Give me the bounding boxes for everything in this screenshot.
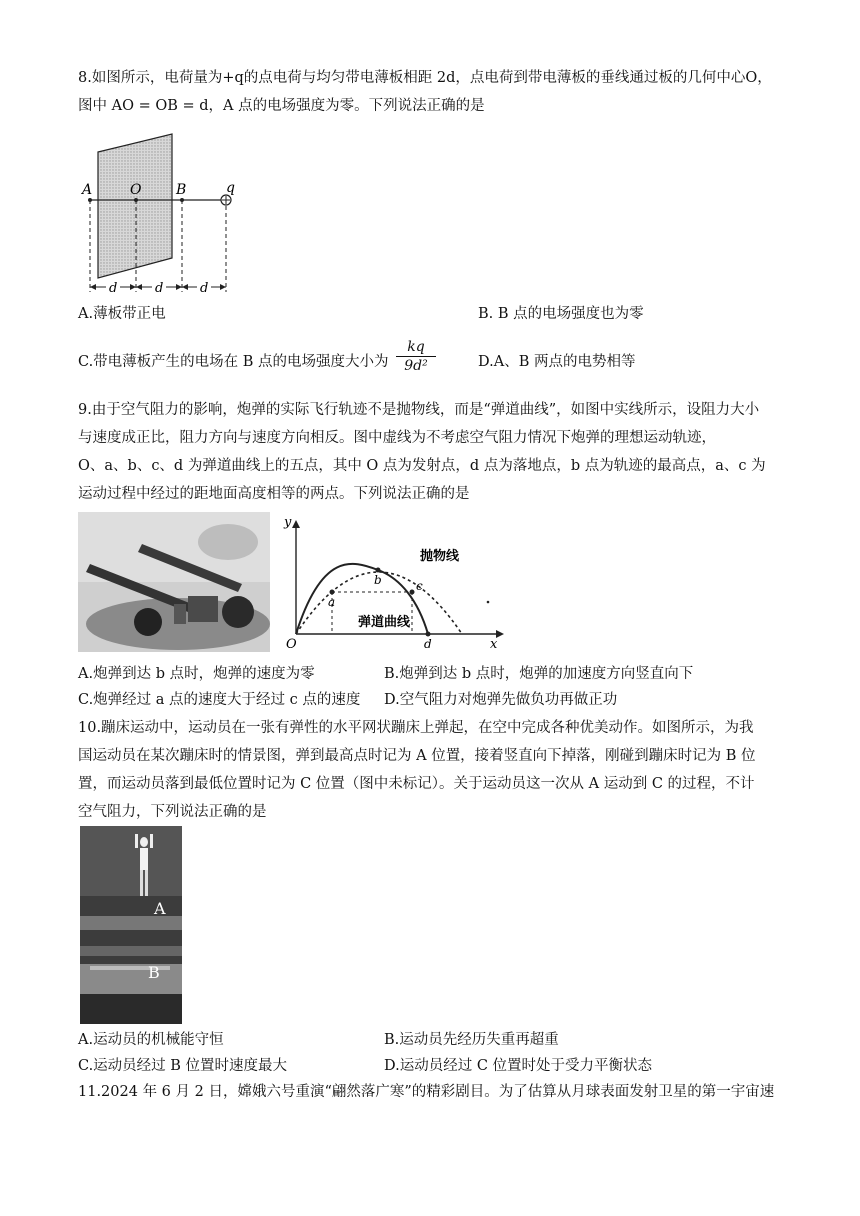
point-a-label: a — [328, 595, 336, 609]
q8-option-c-fraction — [396, 338, 436, 375]
label-d-2: d — [155, 281, 164, 296]
q10-line-1: 10.蹦床运动中，运动员在一张有弹性的水平网状蹦床上弹起，在空中完成各种优美动作。如图所示，为我 — [78, 720, 754, 736]
parabola-label: 抛物线 — [420, 549, 460, 564]
photo-label-A: A — [154, 899, 166, 918]
q10-line-3: 置，而运动员落到最低位置时记为 C 位置（图中未标记）。关于运动员这一次从 A 运动到 C 的过程，不计 — [78, 776, 755, 792]
q10-line-2: 国运动员在某次蹦床时的情景图，弹到最高点时记为 A 位置，接着竖直向下掉落，刚碰到蹦床时记为 B 位 — [78, 748, 756, 764]
fraction-denominator: 9d² — [404, 358, 428, 374]
q9-option-d: D.空气阻力对炮弹先做负功再做正功 — [384, 692, 618, 708]
photo-label-B: B — [148, 963, 160, 982]
q10-option-a: A.运动员的机械能守恒 — [78, 1032, 224, 1048]
label-O: O — [130, 182, 142, 198]
q10-option-d: D.运动员经过 C 位置时处于受力平衡状态 — [384, 1058, 653, 1074]
q9-option-a: A.炮弹到达 b 点时，炮弹的速度为零 — [78, 666, 315, 682]
label-d-3: d — [200, 281, 209, 296]
axis-x-label: x — [490, 637, 498, 652]
origin-label: O — [286, 637, 297, 652]
q9-option-b: B.炮弹到达 b 点时，炮弹的加速度方向竖直向下 — [384, 666, 694, 682]
q8-option-c: C.带电薄板产生的电场在 B 点的电场强度大小为 — [78, 354, 389, 370]
trajectory-graph — [282, 512, 512, 654]
point-d-label: d — [424, 637, 432, 651]
q10-option-c: C.运动员经过 B 位置时速度最大 — [78, 1058, 288, 1074]
label-A: A — [82, 182, 93, 198]
q10-option-b: B.运动员先经历失重再超重 — [384, 1032, 559, 1048]
trampoline-photo — [80, 826, 182, 1024]
q8-line-2: 图中 AO = OB = d，A 点的电场强度为零。下列说法正确的是 — [78, 98, 485, 114]
q9-line-1: 9.由于空气阻力的影响，炮弹的实际飞行轨迹不是抛物线，而是“弹道曲线”，如图中实线所示，设阻力大小 — [78, 402, 760, 418]
q10-line-4: 空气阻力，下列说法正确的是 — [78, 804, 267, 820]
q9-option-c: C.炮弹经过 a 点的速度大于经过 c 点的速度 — [78, 692, 361, 708]
q9-line-3: O、a、b、c、d 为弹道曲线上的五点，其中 O 点为发射点，d 点为落地点，b 点为轨迹的最高点，a、c 为 — [78, 458, 766, 474]
point-c-label: c — [416, 579, 423, 593]
label-d-1: d — [109, 281, 118, 296]
q8-plate-figure — [76, 130, 256, 300]
q9-line-4: 运动过程中经过的距地面高度相等的两点。下列说法正确的是 — [78, 486, 470, 502]
artillery-photo — [78, 512, 270, 652]
q8-option-d: D.A、B 两点的电势相等 — [478, 354, 636, 370]
fraction-numerator: kq — [396, 338, 436, 357]
ballistic-label: 弹道曲线 — [358, 615, 411, 630]
axis-y-label: y — [284, 515, 292, 530]
q8-line-1: 8.如图所示，电荷量为+q的点电荷与均匀带电薄板相距 2d，点电荷到带电薄板的垂线通过板的几何中心O， — [78, 70, 772, 86]
q8-option-b: B. B 点的电场强度也为零 — [478, 306, 644, 322]
label-B: B — [176, 182, 187, 198]
q9-line-2: 与速度成正比，阻力方向与速度方向相反。图中虚线为不考虑空气阻力情况下炮弹的理想运动轨迹， — [78, 430, 716, 446]
label-q: q — [226, 180, 235, 196]
q11-line-1: 11.2024 年 6 月 2 日，嫦娥六号重演“翩然落广寒”的精彩剧目。为了估算从月球表面发射卫星的第一宇宙速 — [78, 1084, 775, 1100]
q8-option-a: A.薄板带正电 — [78, 306, 166, 322]
point-b-label: b — [374, 573, 382, 587]
charged-plate — [98, 134, 172, 278]
